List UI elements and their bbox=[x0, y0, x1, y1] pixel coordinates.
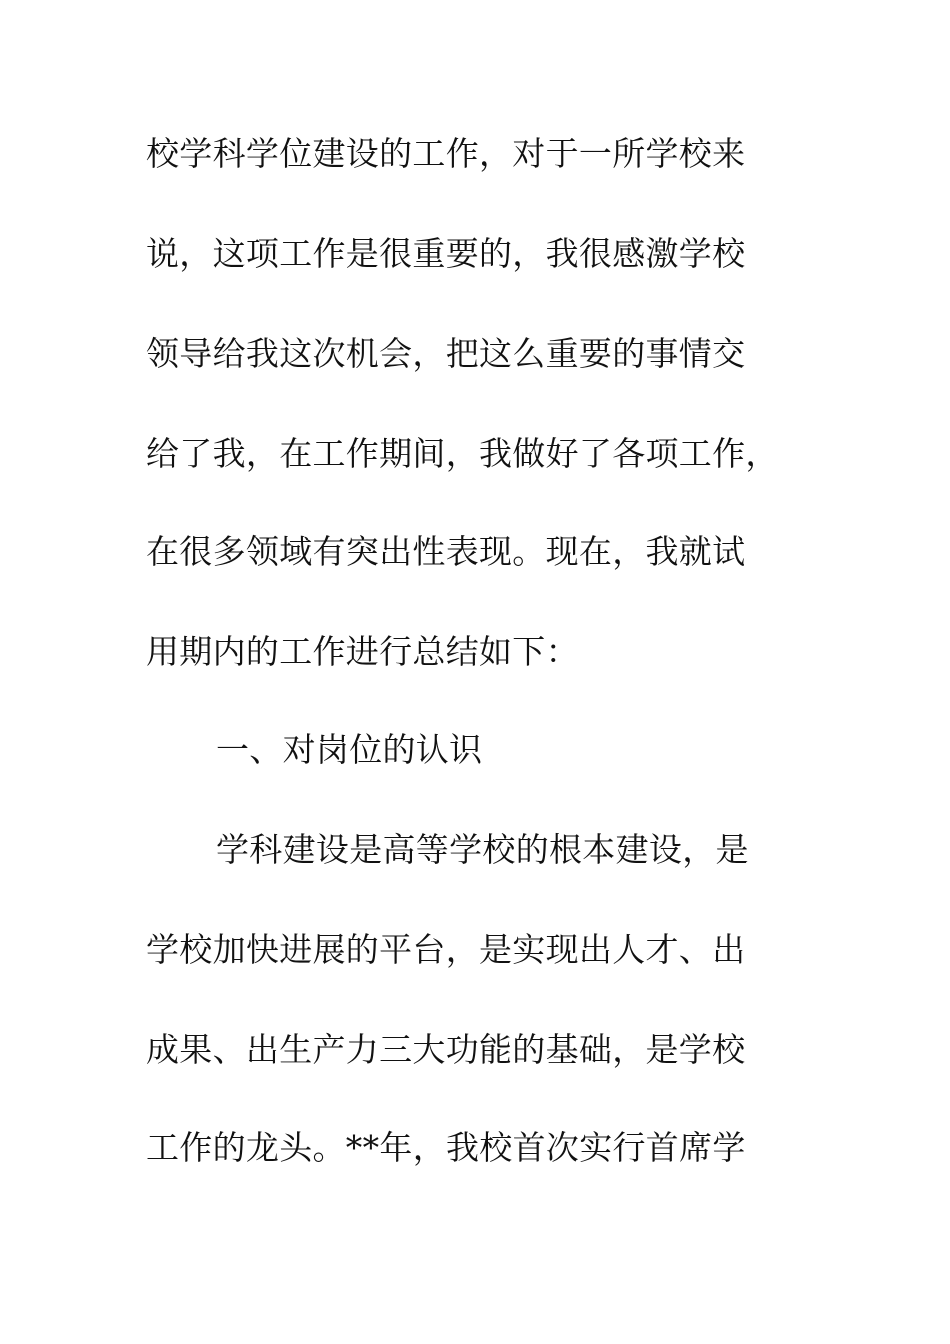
text-line: 校学科学位建设的工作，对于一所学校来 bbox=[146, 134, 746, 173]
text-line: 成果、出生产力三大功能的基础，是学校 bbox=[146, 1030, 746, 1069]
text-line: 说，这项工作是很重要的，我很感激学校 bbox=[146, 234, 746, 273]
text-line: 学校加快进展的平台，是实现出人才、出 bbox=[146, 930, 746, 969]
paragraph-first-line: 学科建设是高等学校的根本建设，是 bbox=[216, 830, 749, 869]
text-line: 工作的龙头。**年，我校首次实行首席学 bbox=[146, 1128, 746, 1167]
text-line: 在很多领域有突出性表现。现在，我就试 bbox=[146, 532, 746, 571]
text-line: 用期内的工作进行总结如下： bbox=[146, 632, 579, 671]
text-line: 给了我，在工作期间，我做好了各项工作， bbox=[146, 434, 779, 473]
section-heading: 一、对岗位的认识 bbox=[216, 730, 483, 769]
text-line: 领导给我这次机会，把这么重要的事情交 bbox=[146, 334, 746, 373]
